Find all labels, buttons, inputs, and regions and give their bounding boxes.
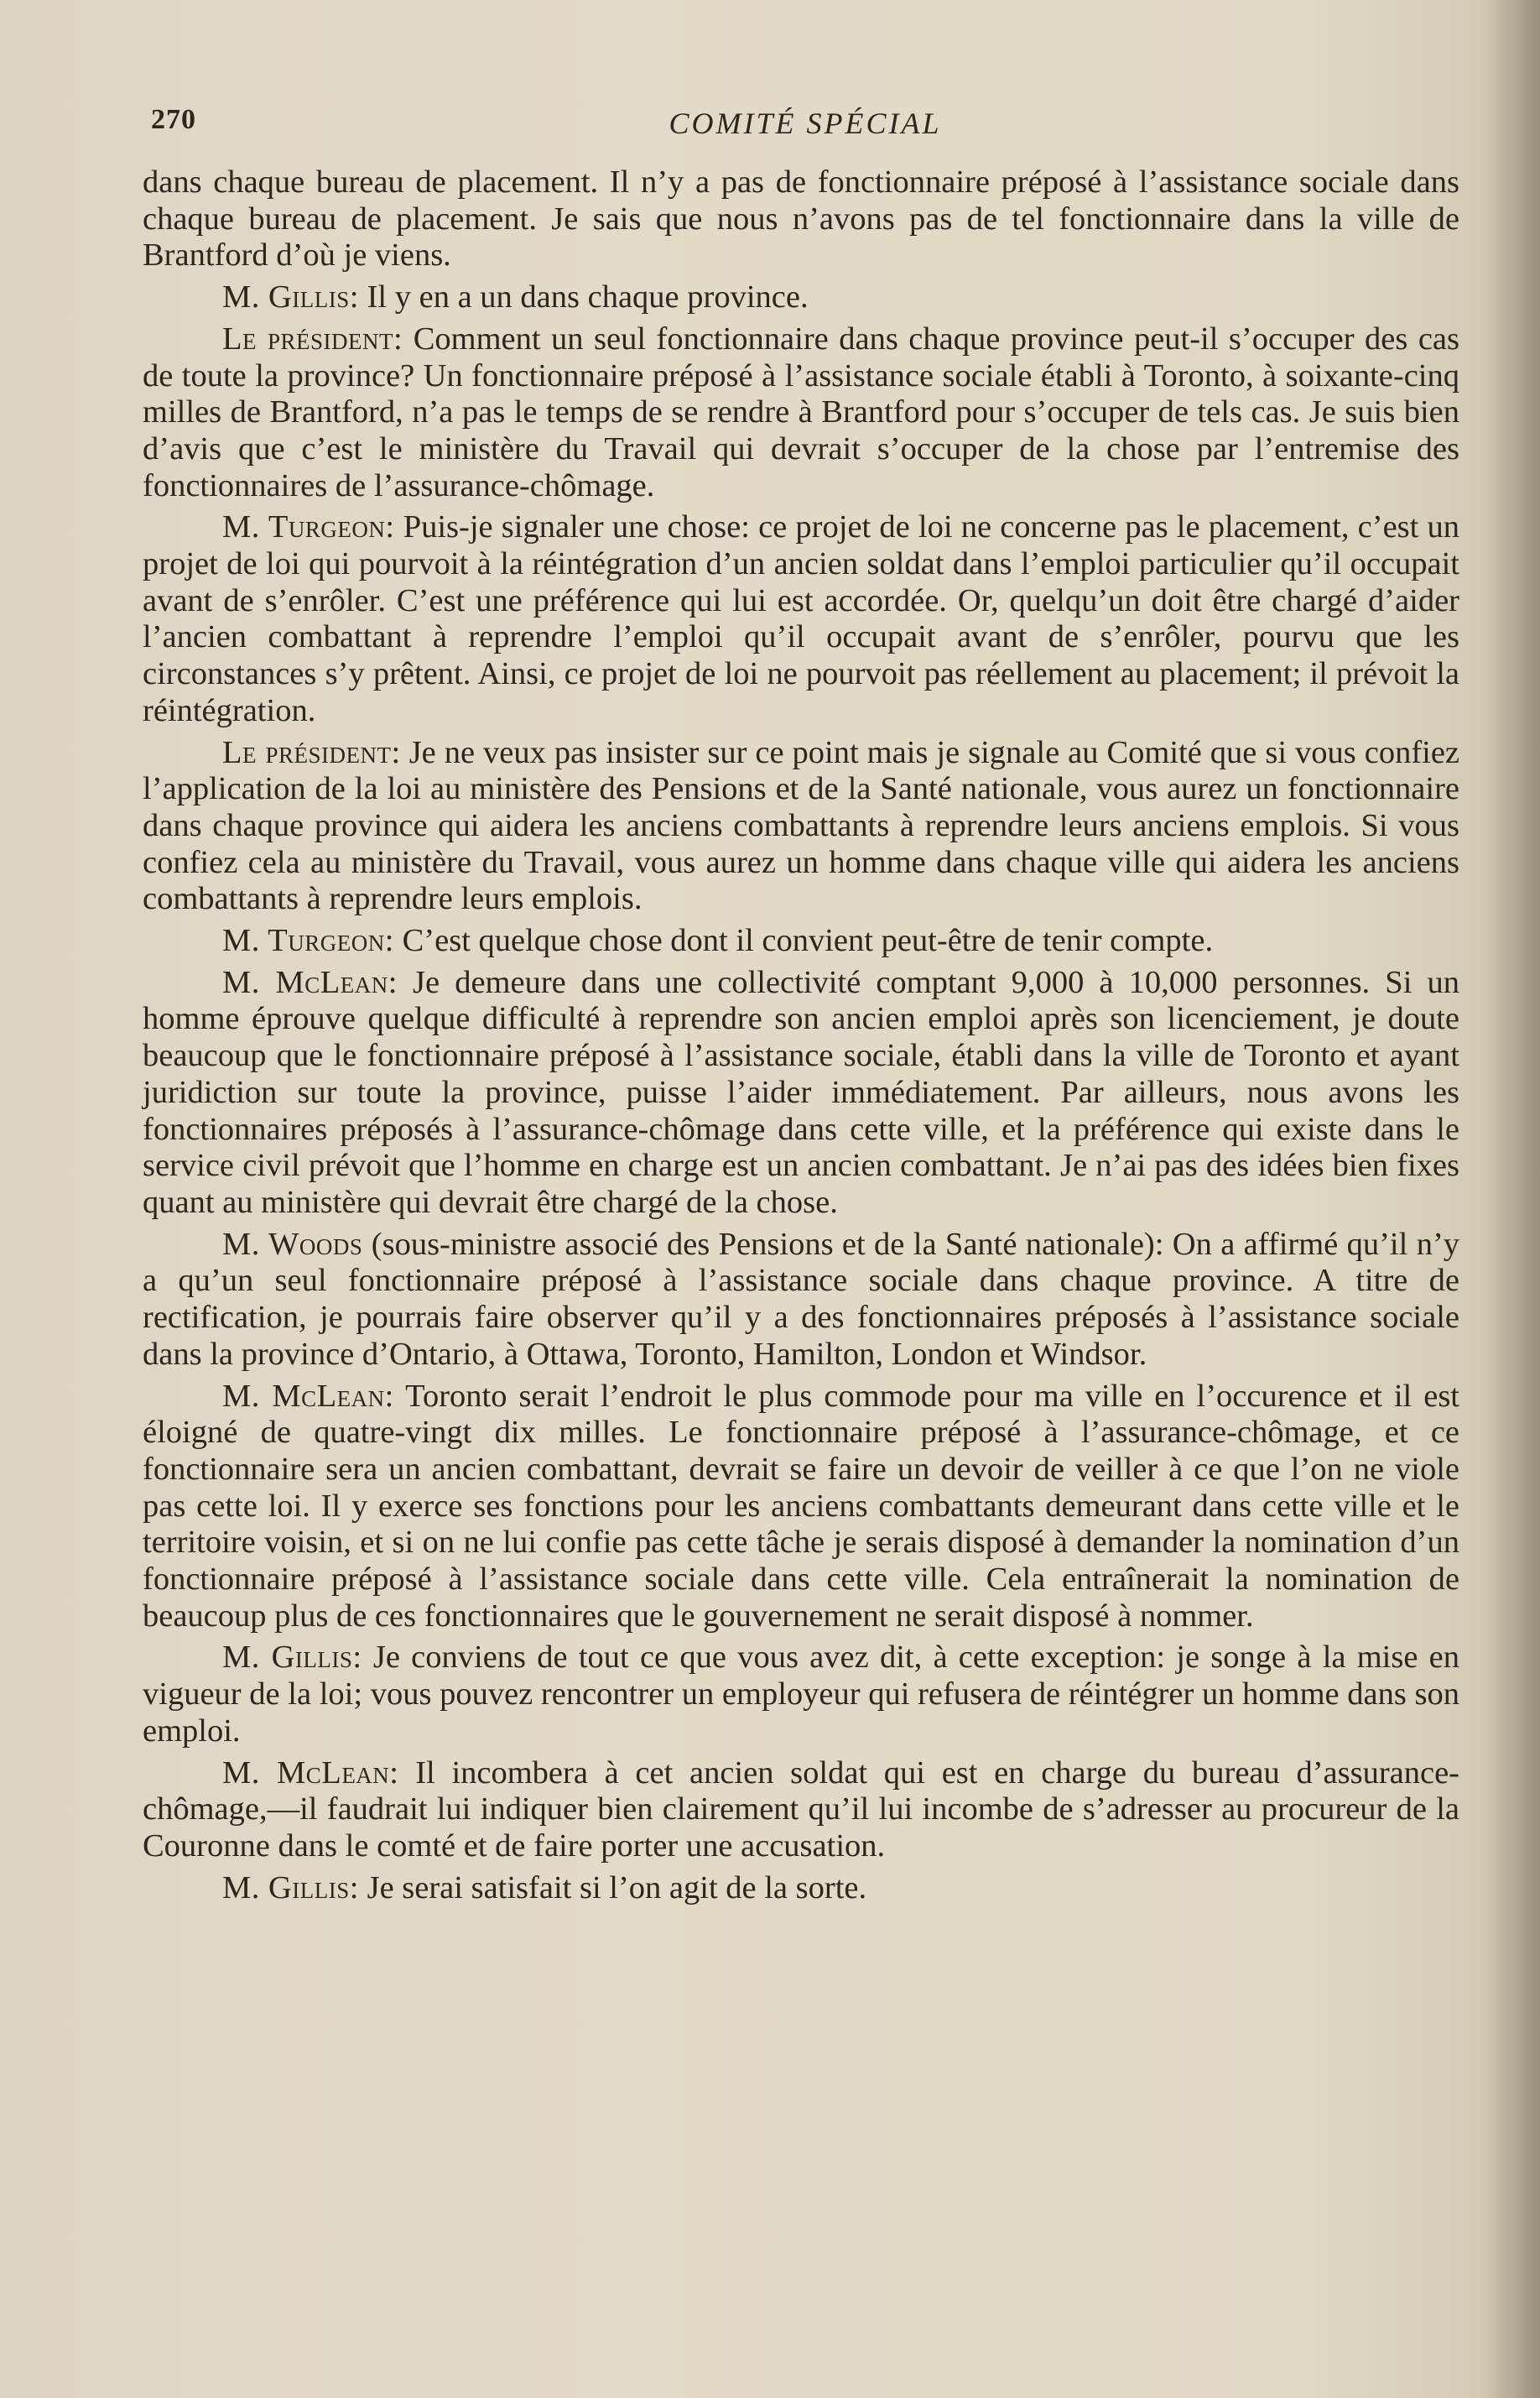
paragraph: [143, 1640, 1459, 1749]
paragraph: [143, 321, 1459, 505]
speaker-name: M. Gillis:: [222, 279, 359, 315]
paragraph: [143, 735, 1459, 919]
speaker-name: M. Gillis:: [222, 1869, 359, 1905]
paragraph: [143, 965, 1459, 1222]
paragraph: [143, 164, 1459, 274]
paragraph: [143, 1755, 1459, 1865]
paragraph: [143, 923, 1459, 960]
paragraph-text: Je ne veux pas insister sur ce point mais je signale au Comité que si vous confiez l’application de la loi au ministère des Pensions et de la Santé nationale, vous aurez un fonctionnaire dans chaque province qui aidera les anciens combattants à reprendre leurs anciens emplois. Si vous confiez cela au ministère du Travail, vous aurez un homme dans chaque ville qui aidera les anciens combattants à reprendre leurs emplois.: [143, 734, 1460, 917]
speaker-name: M. Turgeon:: [222, 509, 395, 545]
paragraph: [143, 279, 1459, 316]
paragraph-text: Puis-je signaler une chose: ce projet de loi ne concerne pas le placement, c’est un projet de loi qui pourvoit à la réintégration d’un ancien soldat dans l’emploi particulier qu’il occupait avant de s’enrôler. C’est une préférence qui lui est accordée. Or, quelqu’un doit être chargé d’aider l’ancien combattant à reprendre l’emploi qu’il occupait avant de s’enrôler, pourvu que les circonstances s’y prêtent. Ainsi, ce projet de loi ne pourvoit pas réellement au placement; il prévoit la réintégration.: [143, 509, 1460, 728]
page-header: [151, 94, 1459, 144]
paragraph: [143, 1870, 1459, 1907]
paragraph-text: Comment un seul fonctionnaire dans chaque province peut-il s’occuper des cas de toute la province? Un fonctionnaire préposé à l’assistance sociale établi à Toronto, à soixante-cinq milles de Brantford, n’a pas le temps de se rendre à Brantford pour s’occuper de tels cas. Je suis bien d’avis que c’est le ministère du Travail qui devrait s’occuper de la chose par l’entremise des fonctionnaires de l’assurance-chômage.: [143, 321, 1460, 503]
page-gutter-shadow: [1481, 0, 1540, 2398]
speaker-name: M. Woods: [222, 1226, 363, 1262]
page-number: 270: [151, 104, 196, 135]
paragraph-text: C’est quelque chose dont il convient peut-être de tenir compte.: [402, 923, 1214, 959]
paragraph-text: Je demeure dans une collectivité comptant 9,000 à 10,000 personnes. Si un homme éprouve quelque difficulté à reprendre son ancien emploi après son licenciement, je doute beaucoup que le fonctionnaire préposé à l’assistance sociale, établi dans la ville de Toronto et ayant juridiction sur toute la province, puisse l’aider immédiatement. Par ailleurs, nous avons les fonctionnaires préposés à l’assurance-chômage dans cette ville, et la préférence qui existe dans le service civil prévoit que l’homme en charge est un ancien combattant. Je n’ai pas des idées bien fixes quant au ministère qui devrait être chargé de la chose.: [143, 964, 1459, 1220]
page-body: [143, 164, 1459, 1911]
paragraph-text: dans chaque bureau de placement. Il n’y a pas de fonctionnaire préposé à l’assistance sociale dans chaque bureau de placement. Je sais que nous n’avons pas de tel fonctionnaire dans la ville de Brantford d’où je viens.: [143, 164, 1459, 274]
paragraph-text: Il incombera à cet ancien soldat qui est en charge du bureau d’assurance-chômage,—il faudrait lui indiquer bien clairement qu’il lui incombe de s’adresser au procureur de la Couronne dans le comté et de faire porter une accusation.: [143, 1754, 1459, 1864]
paragraph-text: Toronto serait l’endroit le plus commode pour ma ville en l’occurence et il est éloigné de quatre-vingt dix milles. Le fonctionnaire préposé à l’assurance-chômage, et ce fonctionnaire sera un ancien combattant, devrait se faire un devoir de veiller à ce que l’on ne viole pas cette loi. Il y exerce ses fonctions pour les anciens combattants demeurant dans cette ville et le territoire voisin, et si on ne lui confie pas cette tâche je serais disposé à demander la nomination d’un fonctionnaire préposé à l’assistance sociale dans cette ville. Cela entraînerait la nomination de beaucoup plus de ces fonctionnaires que le gouvernement ne serait disposé à nommer.: [143, 1378, 1460, 1634]
speaker-name: M. McLean:: [222, 1378, 394, 1414]
paragraph-text: Il y en a un dans chaque province.: [367, 279, 809, 315]
speaker-name: Le président:: [222, 321, 403, 357]
speaker-name: Le président:: [222, 734, 401, 770]
speaker-name: M. McLean:: [222, 1754, 399, 1791]
paragraph-text: Je conviens de tout ce que vous avez dit, à cette exception: je songe à la mise en vigueur de la loi; vous pouvez rencontrer un employeur qui refusera de réintégrer un homme dans son emploi.: [143, 1640, 1460, 1749]
running-title: COMITÉ SPÉCIAL: [669, 107, 942, 140]
paragraph: [143, 1379, 1459, 1635]
paragraph-text: Je serai satisfait si l’on agit de la sorte.: [367, 1869, 867, 1905]
speaker-name: M. McLean:: [222, 964, 398, 1000]
paragraph: [143, 1227, 1459, 1374]
speaker-name: M. Gillis:: [222, 1640, 362, 1676]
paragraph-text: (sous-ministre associé des Pensions et de la Santé nationale): On a affirmé qu’il n’y a qu’un seul fonctionnaire préposé à l’assistance sociale dans chaque province. A titre de rectification, je pourrais faire observer qu’il y a des fonctionnaires préposés à l’assistance sociale dans la province d’Ontario, à Ottawa, Toronto, Hamilton, London et Windsor.: [143, 1226, 1460, 1372]
paragraph: [143, 509, 1459, 729]
speaker-name: M. Turgeon:: [222, 923, 394, 959]
